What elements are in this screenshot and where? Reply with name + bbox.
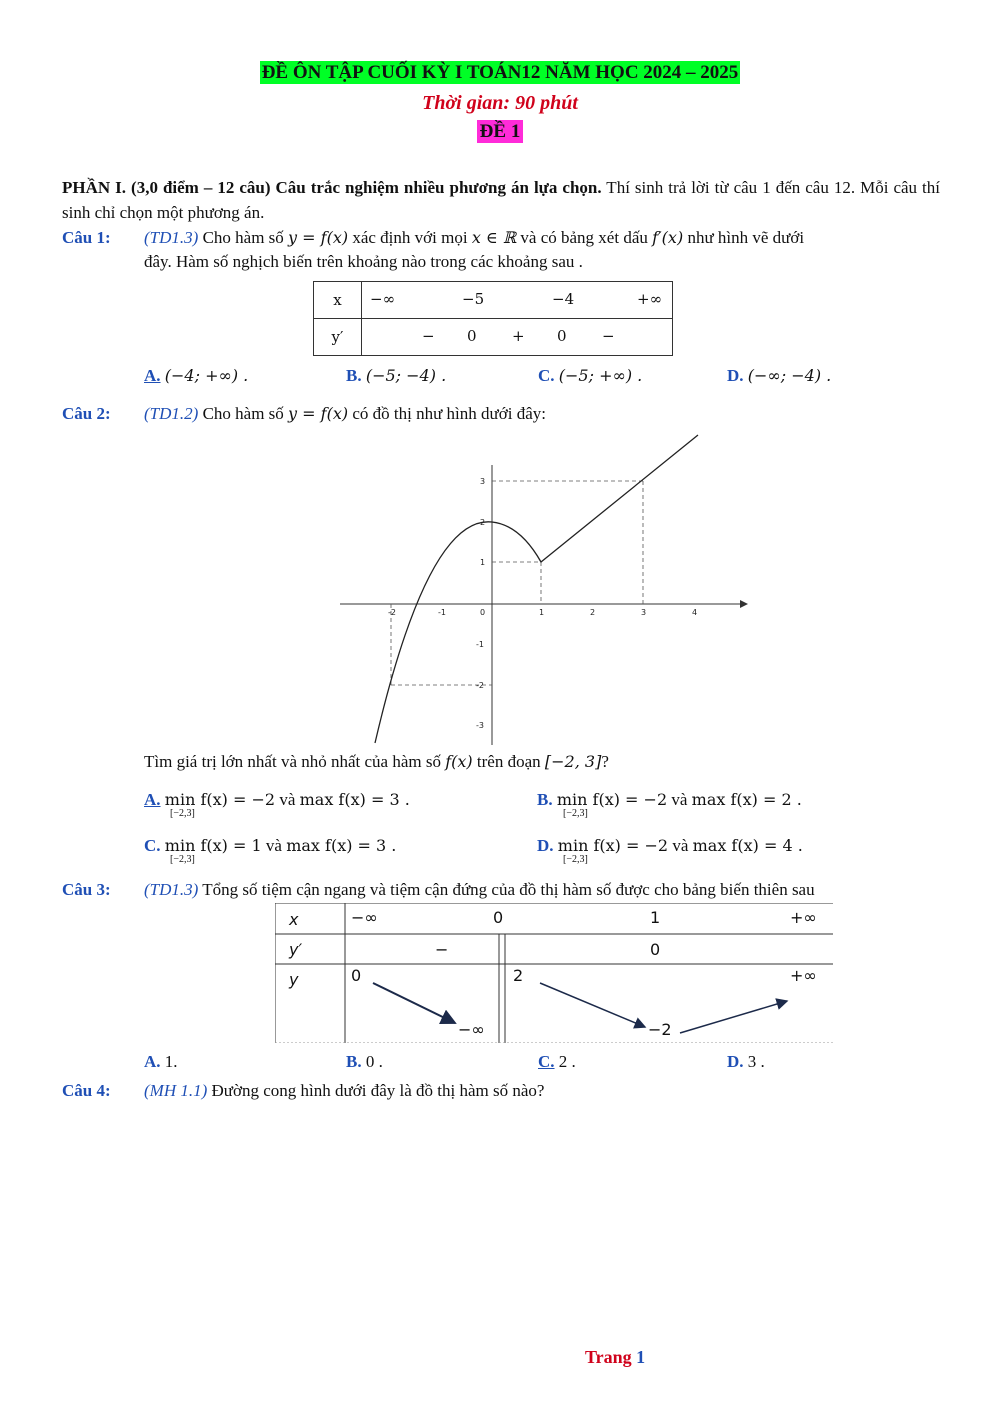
- part1-text: Thí sinh trả lời từ câu 1 đến câu 12. Mỗi câu thí sinh chỉ chọn một phương án.: [62, 178, 940, 222]
- vt-y-label: y: [289, 970, 299, 989]
- svg-text:1: 1: [539, 608, 545, 617]
- sign-value: +: [512, 327, 525, 345]
- sign-value: 0: [557, 327, 567, 345]
- svg-text:2: 2: [590, 608, 596, 617]
- q3-label: Câu 3:: [62, 880, 111, 899]
- vt-yp-val: −: [435, 940, 449, 959]
- svg-text:-1: -1: [438, 608, 446, 617]
- svg-text:-2: -2: [476, 681, 484, 690]
- q2-option-d[interactable]: D. min f(x) = −2 và max f(x) = 4 . [−2,3]: [537, 836, 803, 865]
- q3-text: (TD1.3) Tổng số tiệm cận ngang và tiệm cận đứng của đồ thị hàm số được cho bảng biến thiên sau: [144, 880, 815, 899]
- q2-sub-interval: [−2,3]: [170, 854, 195, 865]
- q1-label: Câu 1:: [62, 228, 111, 247]
- sign-x-val: −∞: [370, 290, 396, 308]
- graph-guides: [391, 481, 643, 685]
- vt-arrow-up-icon: [680, 1001, 787, 1033]
- svg-text:-2: -2: [388, 608, 396, 617]
- q1-option-c[interactable]: C. (−5; +∞) .: [538, 366, 643, 385]
- q1-sign-table: [313, 281, 673, 356]
- svg-text:-1: -1: [476, 640, 484, 649]
- q3-option-b[interactable]: B. 0 .: [346, 1052, 383, 1071]
- q3-option-c[interactable]: C. 2 .: [538, 1052, 576, 1071]
- vt-y-val: −2: [648, 1020, 672, 1039]
- sign-table-y-label: y′: [314, 319, 362, 356]
- q3-variation-table: [275, 903, 833, 1043]
- question-4: [62, 1081, 545, 1101]
- vt-yp-label: y′: [289, 940, 303, 959]
- q3-option-a[interactable]: A. 1.: [144, 1052, 178, 1071]
- q2-sub-interval: [−2,3]: [563, 808, 588, 819]
- q1-option-a[interactable]: A. (−4; +∞) .: [144, 366, 249, 385]
- question-3: [62, 880, 815, 900]
- q2-sub-interval: [−2,3]: [563, 854, 588, 865]
- q2-question: Tìm giá trị lớn nhất và nhỏ nhất của hàm số f(x) trên đoạn [−2, 3]?: [144, 752, 609, 771]
- x-axis-arrow-icon: [740, 600, 748, 608]
- question-1: [62, 225, 942, 250]
- q2-text: (TD1.2) Cho hàm số y = f(x) có đồ thị như hình dưới đây:: [144, 404, 546, 423]
- sign-x-val: −4: [552, 290, 575, 308]
- vt-x-val: −∞: [351, 908, 378, 927]
- q4-label: Câu 4:: [62, 1081, 111, 1100]
- svg-text:4: 4: [692, 608, 698, 617]
- q2-sub-interval: [−2,3]: [170, 808, 195, 819]
- vt-x-label: x: [289, 910, 299, 929]
- svg-text:0: 0: [480, 608, 486, 617]
- sign-x-val: −5: [462, 290, 485, 308]
- q1-option-d[interactable]: D. (−∞; −4) .: [727, 366, 832, 385]
- question-2: [62, 404, 546, 424]
- vt-y-val: +∞: [790, 966, 817, 985]
- q1-option-b[interactable]: B. (−5; −4) .: [346, 366, 447, 385]
- svg-text:-3: -3: [476, 721, 484, 730]
- sign-value: 0: [467, 327, 477, 345]
- svg-text:3: 3: [480, 477, 486, 486]
- q3-option-d[interactable]: D. 3 .: [727, 1052, 765, 1071]
- vt-y-val: −∞: [458, 1020, 485, 1039]
- q4-text: (MH 1.1) Đường cong hình dưới đây là đồ thị hàm số nào?: [144, 1081, 545, 1100]
- sign-value: −: [602, 327, 615, 345]
- q2-option-c[interactable]: C. min f(x) = 1 và max f(x) = 3 . [−2,3]: [144, 836, 397, 865]
- vt-arrow-down-icon: [540, 983, 645, 1027]
- q2-function-graph: [330, 425, 760, 750]
- q1-text-line2: đây. Hàm số nghịch biến trên khoảng nào trong các khoảng sau .: [144, 252, 583, 271]
- svg-text:3: 3: [641, 608, 647, 617]
- svg-text:2: 2: [480, 518, 486, 527]
- exam-code: ĐỀ 1: [0, 121, 1000, 143]
- vt-y-val: 0: [351, 966, 362, 985]
- part1-instructions: [62, 175, 940, 225]
- vt-arrow-down-icon: [373, 983, 455, 1023]
- q2-label: Câu 2:: [62, 404, 111, 423]
- exam-time: Thời gian: 90 phút: [422, 92, 578, 114]
- page-footer: Trang 1: [585, 1347, 646, 1367]
- vt-yp-val: 0: [650, 940, 661, 959]
- vt-x-val: 0: [493, 908, 504, 927]
- q1-text: (TD1.3) Cho hàm số y = f(x) xác định với mọi x ∈ ℝ và có bảng xét dấu f′(x) như hình vẽ dưới: [144, 228, 805, 247]
- exam-title: ĐỀ ÔN TẬP CUỐI KỲ I TOÁN12 NĂM HỌC 2024 – 2025: [261, 62, 739, 83]
- vt-x-val: 1: [650, 908, 661, 927]
- q2-option-a[interactable]: A. min f(x) = −2 và max f(x) = 3 . [−2,3]: [144, 790, 410, 819]
- sign-table-x-label: x: [314, 282, 362, 319]
- svg-text:1: 1: [480, 558, 486, 567]
- sign-x-val: +∞: [637, 290, 663, 308]
- vt-y-val: 2: [513, 966, 524, 985]
- sign-value: −: [422, 327, 435, 345]
- part1-heading: PHẦN I. (3,0 điểm – 12 câu) Câu trắc nghiệm nhiều phương án lựa chọn.: [62, 178, 602, 197]
- vt-x-val: +∞: [790, 908, 817, 927]
- q2-option-b[interactable]: B. min f(x) = −2 và max f(x) = 2 . [−2,3]: [537, 790, 802, 819]
